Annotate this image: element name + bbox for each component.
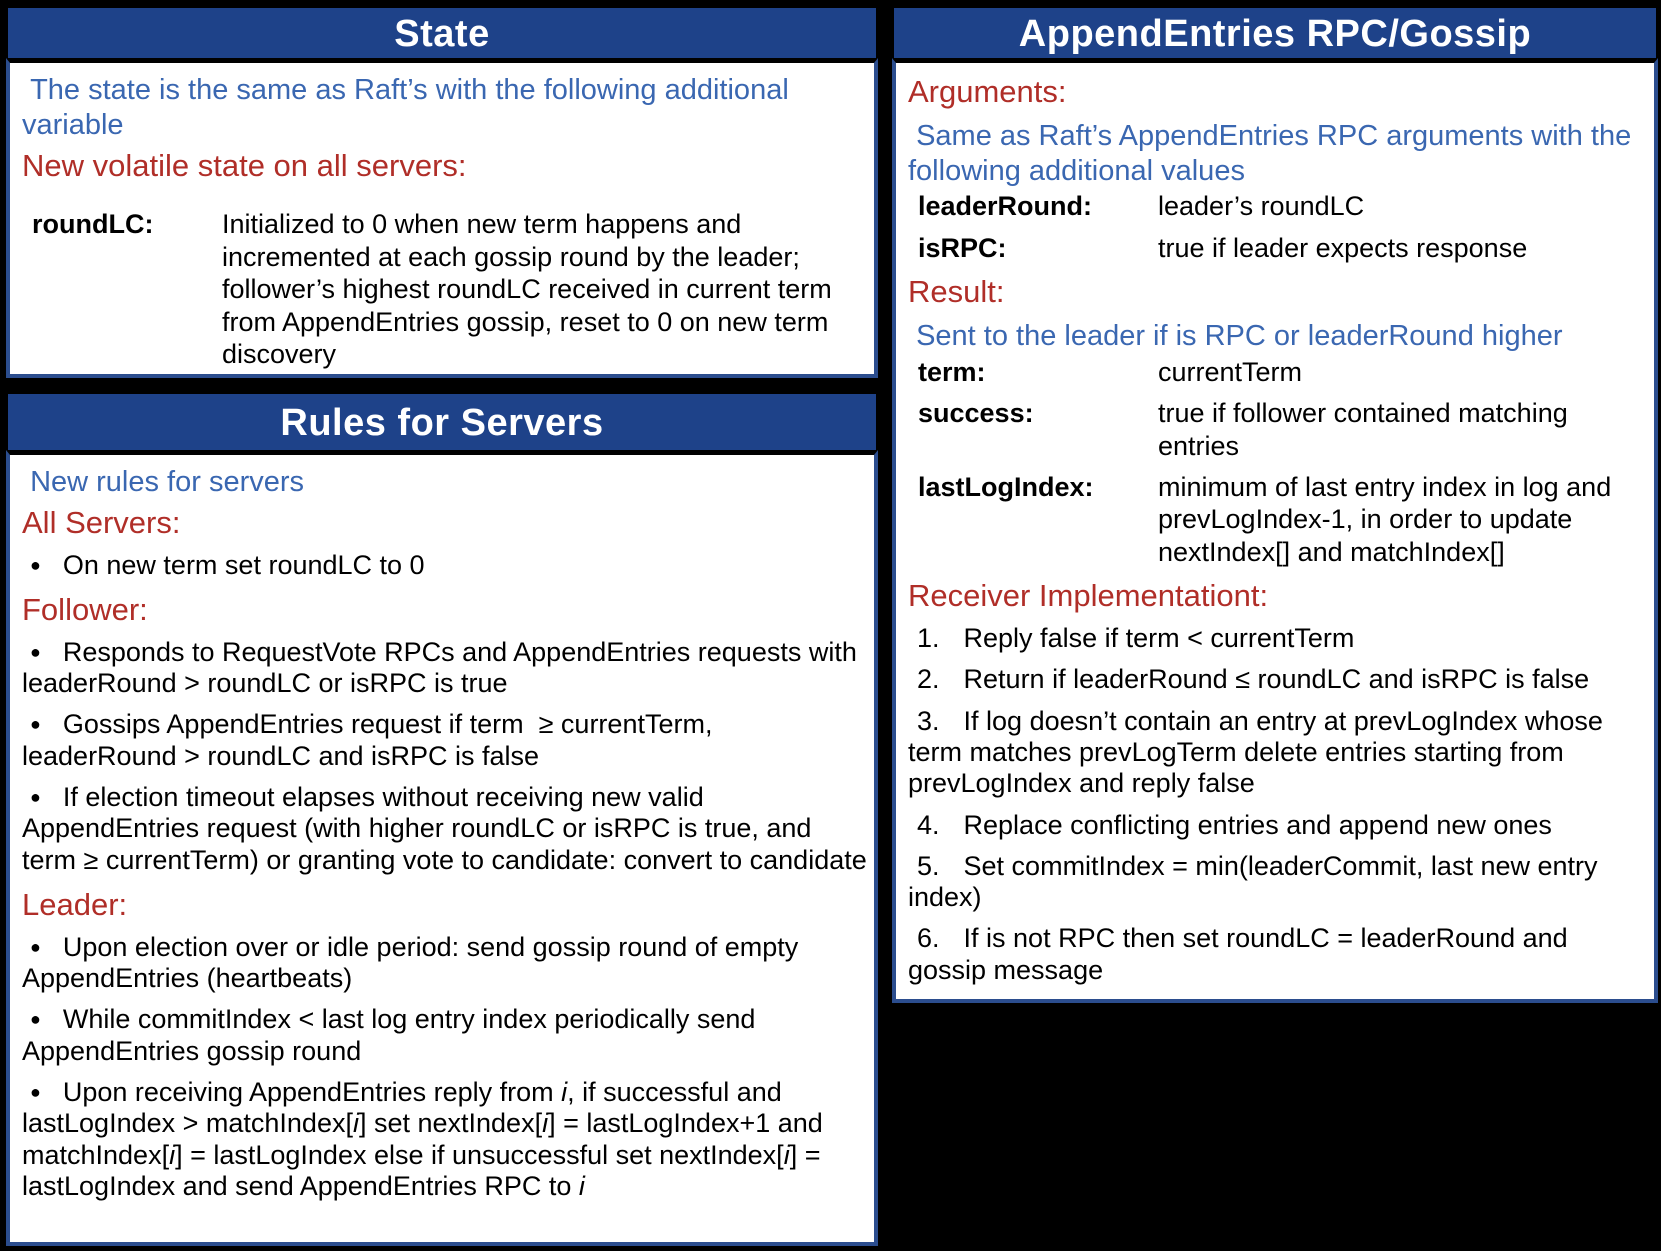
- receiver-step: [908, 923, 1646, 986]
- panel-state: [6, 6, 878, 378]
- def-desc: leader’s roundLC: [1158, 191, 1365, 222]
- def-term: isRPC:: [918, 232, 1007, 263]
- step-number: 2.: [917, 664, 940, 695]
- bullet-item: [22, 709, 868, 772]
- bullet-icon: ●: [30, 936, 41, 957]
- def-desc: true if leader expects response: [1158, 232, 1528, 263]
- gossip-head-arguments: Arguments:: [908, 74, 1067, 109]
- bullet-icon: ●: [30, 641, 41, 662]
- gossip-arguments-definitions: [908, 190, 1646, 264]
- def-row-success: [918, 397, 1646, 462]
- step-text: If is not RPC then set roundLC = leaderRound and gossip message: [908, 923, 1576, 985]
- bullet-icon: ●: [30, 786, 41, 807]
- bullet-icon: ●: [30, 1009, 41, 1030]
- receiver-step: [908, 664, 1646, 695]
- state-definitions: [22, 208, 866, 370]
- bullet-text: Gossips AppendEntries request if term ≥ currentTerm, leaderRound > roundLC and isRPC is false: [22, 709, 720, 771]
- def-row-isrpc: [918, 232, 1646, 264]
- step-number: 5.: [917, 850, 940, 881]
- panel-appendentries-rpc-gossip: [892, 6, 1658, 1003]
- state-subhead: New volatile state on all servers:: [22, 147, 467, 183]
- rules-header: [6, 392, 878, 454]
- step-number: 1.: [917, 622, 940, 653]
- step-number: 3.: [917, 705, 940, 736]
- bullet-text: While commitIndex < last log entry index periodically send AppendEntries gossip round: [22, 1004, 762, 1066]
- step-number: 4.: [917, 809, 940, 840]
- bullet-text: On new term set roundLC to 0: [62, 549, 425, 580]
- state-note: The state is the same as Raft’s with the following additional variable: [22, 74, 797, 141]
- rules-note: New rules for servers: [22, 466, 305, 498]
- rules-head-leader: Leader:: [22, 886, 128, 922]
- def-term: lastLogIndex:: [918, 471, 1094, 502]
- receiver-step: [908, 810, 1646, 841]
- rules-title: Rules for Servers: [280, 401, 604, 444]
- def-term: term:: [918, 356, 986, 387]
- gossip-result-definitions: [908, 356, 1646, 568]
- gossip-title: AppendEntries RPC/Gossip: [1018, 12, 1532, 55]
- bullet-text: Responds to RequestVote RPCs and AppendEntries requests with leaderRound > roundLC or isRPC is true: [22, 636, 865, 699]
- state-header: [6, 6, 878, 62]
- gossip-head-result: Result:: [908, 274, 1005, 310]
- bullet-item: [22, 1004, 868, 1067]
- rules-head-follower: Follower:: [22, 591, 148, 627]
- def-term: leaderRound:: [918, 191, 1093, 222]
- rules-head-all-servers: All Servers:: [22, 504, 181, 540]
- gossip-body: [892, 58, 1658, 1003]
- def-desc: minimum of last entry index in log and prevLogIndex-1, in order to update nextIndex[] and matchIndex[]: [1158, 471, 1612, 567]
- def-desc: true if follower contained matching entries: [1158, 398, 1568, 461]
- def-term: success:: [918, 398, 1034, 429]
- bullet-text: Upon receiving AppendEntries reply from i, if successful and lastLogIndex > matchIndex[i] set nextIndex[i] = lastLogIndex+1 and matchIndex[i] = lastLogIndex else if unsuccessful set nextIndex[i] = lastLogIndex and send AppendEntries RPC to i: [22, 1076, 831, 1201]
- bullet-icon: ●: [30, 1081, 41, 1102]
- gossip-arguments-note: Same as Raft’s AppendEntries RPC arguments with the following additional values: [908, 119, 1640, 187]
- step-text: Set commitIndex = min(leaderCommit, last new entry index): [908, 850, 1606, 913]
- state-body: [6, 58, 878, 378]
- def-row-lastlogindex: [918, 471, 1646, 568]
- bullet-text: Upon election over or idle period: send gossip round of empty AppendEntries (heartbeats): [22, 931, 805, 994]
- def-desc: currentTerm: [1158, 356, 1303, 387]
- bullet-item: [22, 1077, 868, 1202]
- state-title: State: [394, 12, 490, 55]
- def-row-leaderround: [918, 190, 1646, 222]
- receiver-step: [908, 623, 1646, 654]
- bullet-icon: ●: [30, 554, 41, 575]
- bullet-item: [22, 782, 868, 876]
- step-text: Replace conflicting entries and append new ones: [963, 809, 1552, 840]
- panel-rules-for-servers: [6, 392, 878, 1246]
- step-text: Return if leaderRound ≤ roundLC and isRPC is false: [963, 664, 1590, 695]
- receiver-step: [908, 706, 1646, 800]
- def-row-term: [918, 356, 1646, 388]
- rules-body: [6, 450, 878, 1246]
- gossip-result-note: Sent to the leader if is RPC or leaderRound higher: [908, 320, 1563, 352]
- gossip-head-receiver-implementation: Receiver Implementationt:: [908, 578, 1269, 614]
- bullet-item: [22, 637, 868, 700]
- step-text: If log doesn’t contain an entry at prevLogIndex whose term matches prevLogTerm delete entries starting from prevLogIndex and reply false: [908, 705, 1611, 799]
- gossip-header: [892, 6, 1658, 62]
- def-row-roundlc: [32, 208, 866, 370]
- step-text: Reply false if term < currentTerm: [963, 622, 1355, 653]
- bullet-item: [22, 550, 868, 581]
- receiver-step: [908, 851, 1646, 914]
- bullet-text: If election timeout elapses without receiving new valid AppendEntries request (with higher roundLC or isRPC is true, and term ≥ currentTerm) or granting vote to candidate: convert to candidate: [22, 781, 867, 875]
- def-term: roundLC:: [32, 209, 154, 240]
- step-number: 6.: [917, 923, 940, 954]
- bullet-icon: ●: [30, 714, 41, 735]
- bullet-item: [22, 932, 868, 995]
- def-desc: Initialized to 0 when new term happens and incremented at each gossip round by the leader; follower’s highest roundLC received in current term from AppendEntries gossip, reset to 0 on new term discovery: [222, 209, 832, 369]
